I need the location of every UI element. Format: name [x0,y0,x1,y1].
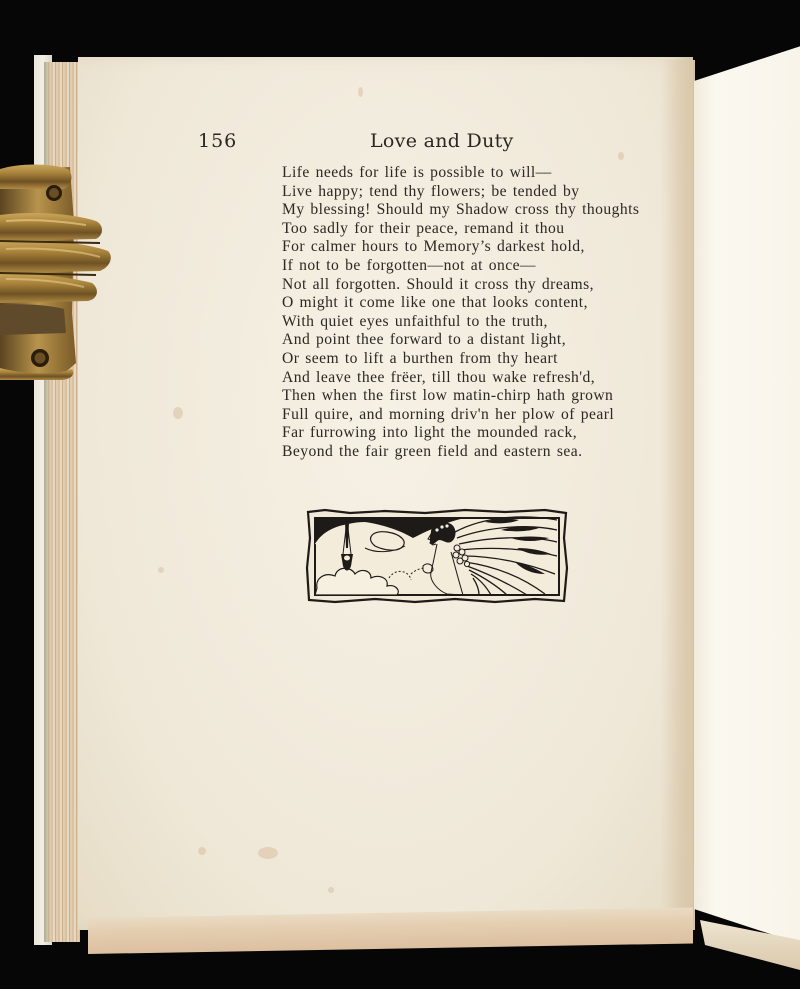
angel-vignette-illustration [305,508,569,604]
page-number: 156 [198,130,238,152]
poem-line: With quiet eyes unfaithful to the truth, [282,312,548,330]
running-head-title: Love and Duty [370,130,514,152]
brass-book-clasp [0,163,114,380]
poem-line: Beyond the fair green field and eastern sea. [282,442,583,460]
poem-line: And point thee forward to a distant light, [282,331,567,349]
poem-line: O might it come like one that looks content, [282,294,588,312]
poem-line: My blessing! Should my Shadow cross thy thoughts [282,201,640,219]
poem-line: And leave thee frëer, till thou wake refresh'd, [282,368,596,386]
poem-line: Live happy; tend thy flowers; be tended by [282,182,580,200]
poem-line: Full quire, and morning driv'n her plow of pearl [282,405,615,423]
poem-line: If not to be forgotten—not at once— [282,256,536,274]
poem-line: Not all forgotten. Should it cross thy dreams, [282,275,595,293]
page-gutter [660,60,695,930]
poem-line: Life needs for life is possible to will— [282,164,552,181]
poem-line: Then when the first low matin-chirp hath grown [282,387,614,405]
poem-line: Far furrowing into light the mounded rack, [282,424,578,442]
poem-line: Too sadly for their peace, remand it thou [282,219,565,237]
poem-line: For calmer hours to Memory’s darkest hold, [282,238,585,256]
right-page [694,45,800,945]
poem-line: Or seem to lift a burthen from thy heart [282,349,558,367]
poem-text [282,164,639,462]
